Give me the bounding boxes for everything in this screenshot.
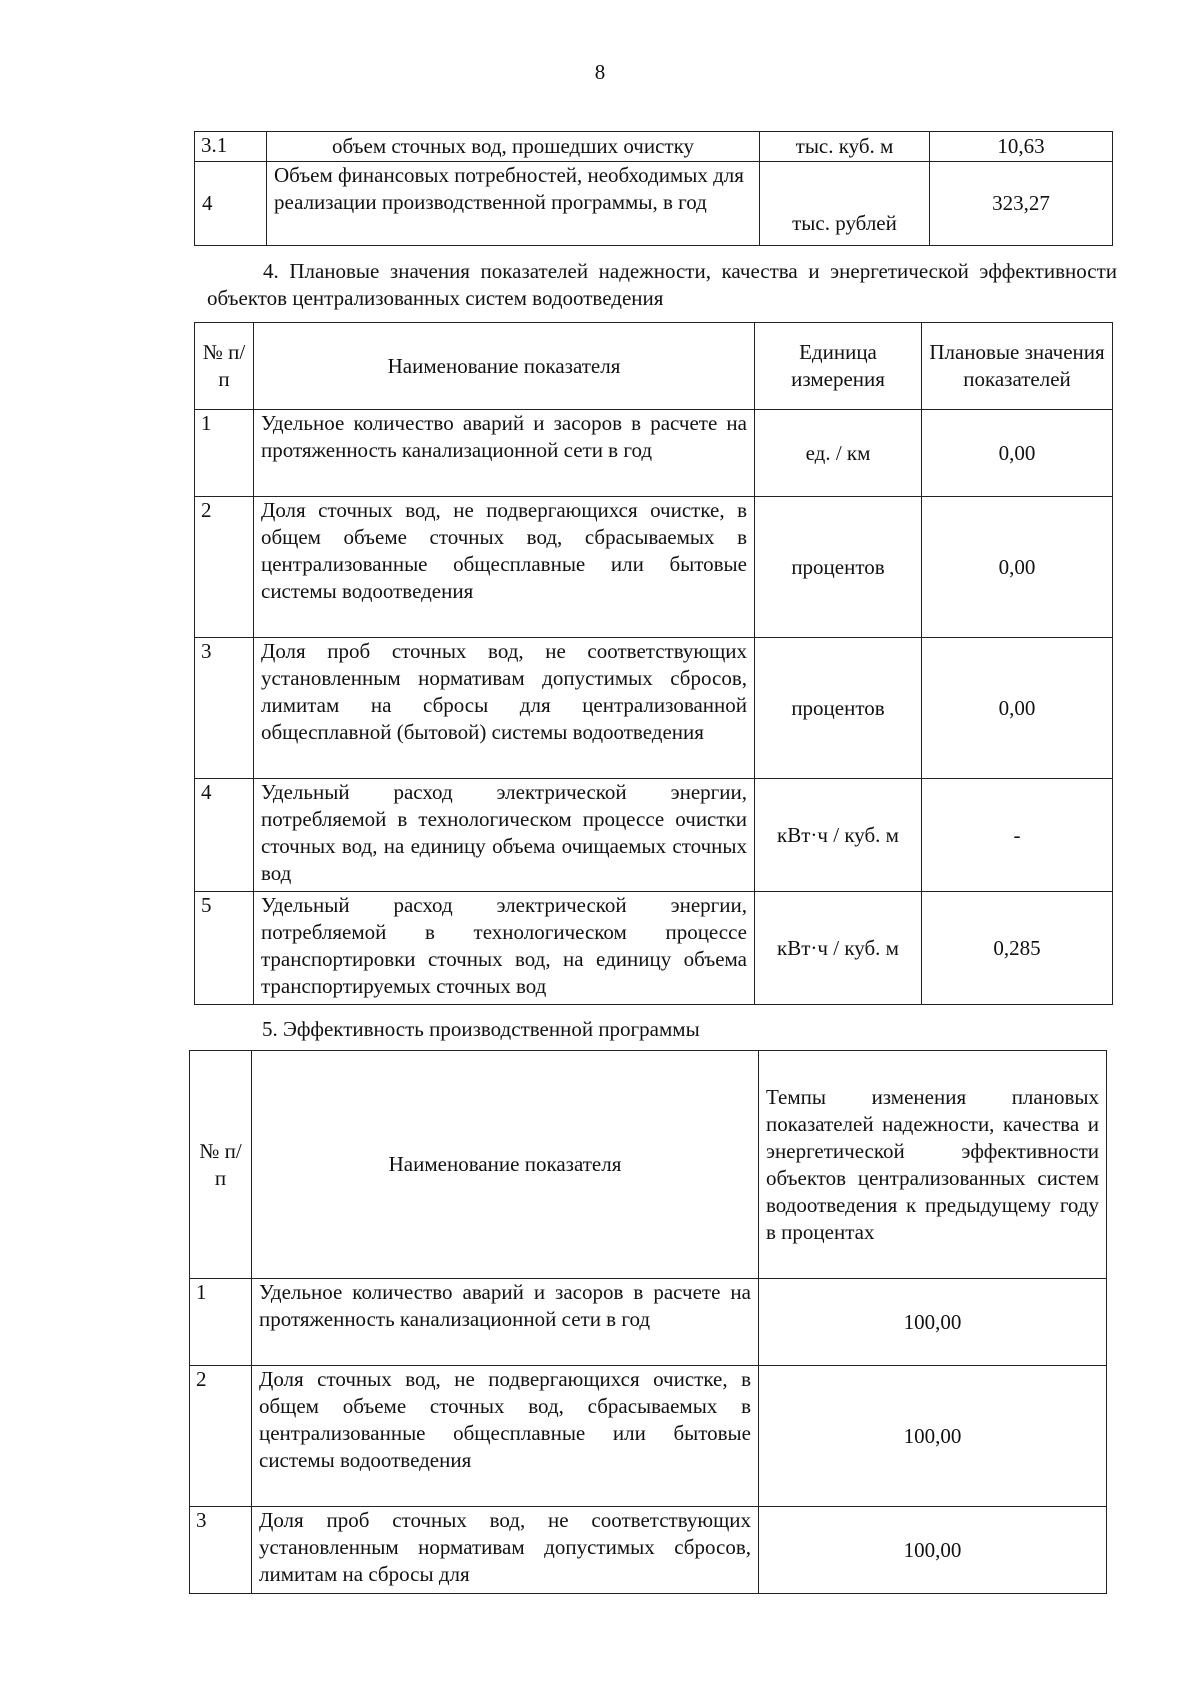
section-5-title: 5. Эффективность производственной программы [262, 1017, 700, 1041]
header-unit: Единица измерения [755, 323, 922, 410]
indicator-name: Удельный расход электрической энергии, потребляемой в технологическом процессе транспортировки сточных вод, на единицу объема транспортируемых сточных вод [254, 892, 755, 1005]
value: 0,00 [922, 638, 1113, 779]
row-number: 1 [190, 1279, 252, 1366]
page-number: 8 [594, 60, 606, 84]
unit: процентов [755, 638, 922, 779]
header-number: № п/п [195, 323, 254, 410]
table-row [195, 638, 1113, 779]
indicator-name: Доля проб сточных вод, не соответствующих установленным нормативам допустимых сбросов, лимитам на сбросы для централизованной общесплавной (бытовой) системы водоотведения [254, 638, 755, 779]
value: 100,00 [759, 1507, 1107, 1594]
row-number: 2 [190, 1366, 252, 1507]
indicator-name: Удельный расход электрической энергии, потребляемой в технологическом процессе очистки сточных вод, на единицу объема очищаемых сточных вод [254, 779, 755, 892]
row-number: 3 [195, 638, 254, 779]
row-number: 3 [190, 1507, 252, 1594]
row-number: 4 [195, 162, 267, 246]
indicator-name: Объем финансовых потребностей, необходимых для реализации производственной программы, в год [267, 162, 760, 246]
value: 100,00 [759, 1366, 1107, 1507]
table-row [195, 779, 1113, 892]
row-number: 3.1 [195, 132, 267, 162]
table-row [190, 1279, 1107, 1366]
section-5-table [189, 1050, 1107, 1594]
indicator-name: Доля сточных вод, не подвергающихся очистке, в общем объеме сточных вод, сбрасываемых в централизованные общесплавные или бытовые системы водоотведения [254, 497, 755, 638]
table-header-row [195, 323, 1113, 410]
indicator-name: Доля проб сточных вод, не соответствующих установленным нормативам допустимых сбросов, лимитам на сбросы для [252, 1507, 759, 1594]
unit: тыс. куб. м [760, 132, 930, 162]
header-tempo: Темпы изменения плановых показателей надежности, качества и энергетической эффективности объектов централизованных систем водоотведения к предыдущему году в процентах [759, 1051, 1107, 1279]
indicator-name: Доля сточных вод, не подвергающихся очистке, в общем объеме сточных вод, сбрасываемых в централизованные общесплавные или бытовые системы водоотведения [252, 1366, 759, 1507]
table-row [195, 410, 1113, 497]
section-4-title: 4. Плановые значения показателей надежности, качества и энергетической эффективности объектов централизованных систем водоотведения [207, 259, 1117, 310]
unit: процентов [755, 497, 922, 638]
table-row [195, 892, 1113, 1005]
unit: ед. / км [755, 410, 922, 497]
top-table [194, 131, 1113, 246]
value: - [922, 779, 1113, 892]
table-header-row [190, 1051, 1107, 1279]
value: 0,285 [922, 892, 1113, 1005]
table-row [190, 1366, 1107, 1507]
indicator-name: Удельное количество аварий и засоров в расчете на протяженность канализационной сети в год [254, 410, 755, 497]
section-4-table [194, 322, 1113, 1005]
table-row [195, 162, 1113, 246]
value: 0,00 [922, 410, 1113, 497]
indicator-name: Удельное количество аварий и засоров в расчете на протяженность канализационной сети в год [252, 1279, 759, 1366]
indicator-name: объем сточных вод, прошедших очистку [267, 132, 760, 162]
value: 100,00 [759, 1279, 1107, 1366]
header-name: Наименование показателя [254, 323, 755, 410]
value: 0,00 [922, 497, 1113, 638]
row-number: 2 [195, 497, 254, 638]
header-number: № п/п [190, 1051, 252, 1279]
table-row [195, 132, 1113, 162]
header-name: Наименование показателя [252, 1051, 759, 1279]
value: 10,63 [930, 132, 1113, 162]
row-number: 1 [195, 410, 254, 497]
table-row [190, 1507, 1107, 1594]
unit: тыс. рублей [760, 162, 930, 246]
table-row [195, 497, 1113, 638]
row-number: 4 [195, 779, 254, 892]
header-value: Плановые значения показателей [922, 323, 1113, 410]
value: 323,27 [930, 162, 1113, 246]
row-number: 5 [195, 892, 254, 1005]
unit: кВт·ч / куб. м [755, 892, 922, 1005]
unit: кВт·ч / куб. м [755, 779, 922, 892]
